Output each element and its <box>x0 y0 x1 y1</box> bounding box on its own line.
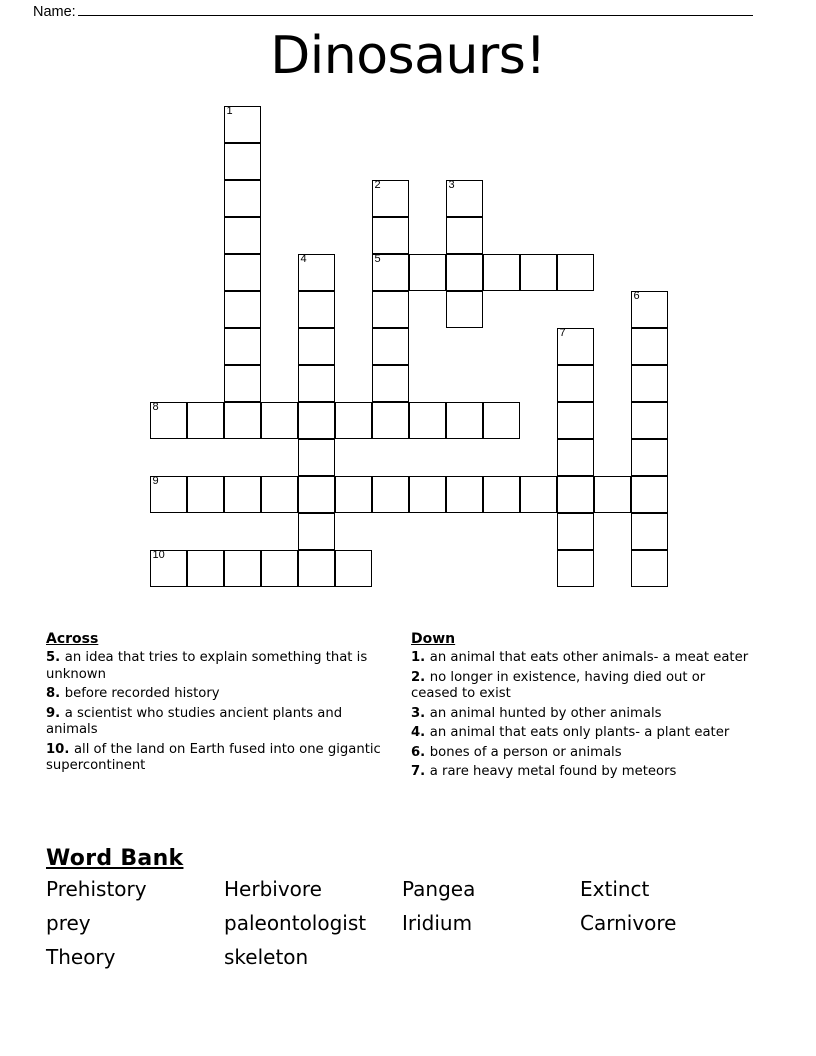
clue-item <box>46 706 386 739</box>
word-bank-word: Theory <box>46 945 116 969</box>
across-clues-column <box>46 628 386 784</box>
crossword-cell[interactable] <box>483 254 520 291</box>
crossword-cell[interactable] <box>372 291 409 328</box>
word-bank-word: Pangea <box>402 877 476 901</box>
crossword-cell[interactable] <box>224 550 261 587</box>
crossword-cell[interactable] <box>557 254 594 291</box>
down-clues-column <box>411 628 751 784</box>
crossword-cell[interactable] <box>372 254 409 291</box>
crossword-cell[interactable] <box>150 550 187 587</box>
name-blank-line[interactable] <box>78 2 753 16</box>
cell-number-1: 1 <box>226 105 233 117</box>
cell-number-4: 4 <box>300 253 307 265</box>
clue-text: before recorded history <box>64 686 220 701</box>
crossword-cell[interactable] <box>187 550 224 587</box>
word-bank-word: Iridium <box>402 911 473 935</box>
crossword-cell[interactable] <box>298 439 335 476</box>
clue-text: an animal that eats other animals- a meat eater <box>429 650 749 665</box>
crossword-cell[interactable] <box>372 328 409 365</box>
name-field-row <box>33 2 753 20</box>
cell-number-6: 6 <box>633 290 640 302</box>
crossword-cell[interactable] <box>150 476 187 513</box>
crossword-cell[interactable] <box>631 291 668 328</box>
crossword-cell[interactable] <box>261 550 298 587</box>
clue-number: 2. <box>411 669 430 685</box>
crossword-cell[interactable] <box>557 402 594 439</box>
crossword-cell[interactable] <box>298 513 335 550</box>
clue-item <box>411 745 751 762</box>
clue-item <box>46 686 386 703</box>
crossword-cell[interactable] <box>224 106 261 143</box>
crossword-cell[interactable] <box>557 550 594 587</box>
clue-item <box>411 725 751 742</box>
cell-number-10: 10 <box>152 549 165 561</box>
crossword-cell[interactable] <box>224 476 261 513</box>
crossword-cell[interactable] <box>409 254 446 291</box>
crossword-cell[interactable] <box>446 402 483 439</box>
cell-number-5: 5 <box>374 253 381 265</box>
crossword-cell[interactable] <box>446 291 483 328</box>
crossword-cell[interactable] <box>372 476 409 513</box>
crossword-cell[interactable] <box>224 365 261 402</box>
word-bank-list <box>46 875 770 972</box>
crossword-cell[interactable] <box>372 365 409 402</box>
across-heading: Across <box>46 631 99 647</box>
crossword-cell[interactable] <box>261 402 298 439</box>
clues-section <box>46 628 770 784</box>
word-bank-heading: Word Bank <box>46 846 184 871</box>
crossword-cell[interactable] <box>631 439 668 476</box>
word-bank-empty <box>580 943 758 972</box>
word-bank-word: prey <box>46 911 91 935</box>
clue-item <box>411 650 751 667</box>
crossword-cell[interactable] <box>224 143 261 180</box>
crossword-cell[interactable] <box>557 328 594 365</box>
crossword-cell[interactable] <box>150 402 187 439</box>
crossword-cell[interactable] <box>446 476 483 513</box>
word-bank-word: paleontologist <box>224 911 367 935</box>
clue-item <box>411 764 751 781</box>
crossword-cell[interactable] <box>520 254 557 291</box>
crossword-cell[interactable] <box>224 254 261 291</box>
word-bank-word: skeleton <box>224 945 309 969</box>
crossword-cell[interactable] <box>261 476 298 513</box>
crossword-cell[interactable] <box>187 402 224 439</box>
clue-number: 9. <box>46 705 65 721</box>
clue-text: a rare heavy metal found by meteors <box>429 764 677 779</box>
crossword-cell[interactable] <box>631 513 668 550</box>
cell-number-7: 7 <box>559 327 566 339</box>
word-bank-word: Herbivore <box>224 877 322 901</box>
clue-text: all of the land on Earth fused into one gigantic supercontinent <box>46 741 381 773</box>
name-label: Name: <box>33 4 76 20</box>
crossword-cell[interactable] <box>372 402 409 439</box>
crossword-cell[interactable] <box>446 254 483 291</box>
page-title: Dinosaurs! <box>270 26 546 86</box>
clue-number: 5. <box>46 650 65 665</box>
clue-text: bones of a person or animals <box>429 744 622 760</box>
crossword-cell[interactable] <box>631 476 668 513</box>
crossword-cell[interactable] <box>520 476 557 513</box>
word-bank-word: Extinct <box>580 877 650 901</box>
clue-item <box>46 650 386 683</box>
clue-number: 4. <box>411 725 430 740</box>
clue-number: 7. <box>411 764 430 779</box>
clue-text: an animal hunted by other animals <box>429 705 662 721</box>
word-bank-word: Carnivore <box>580 911 677 935</box>
crossword-cell[interactable] <box>446 217 483 254</box>
cell-number-8: 8 <box>152 401 159 413</box>
crossword-cell[interactable] <box>298 476 335 513</box>
clue-text: a scientist who studies ancient plants and animals <box>46 705 343 737</box>
clue-number: 6. <box>411 744 430 760</box>
crossword-cell[interactable] <box>298 291 335 328</box>
crossword-cell[interactable] <box>224 291 261 328</box>
crossword-cell[interactable] <box>557 513 594 550</box>
down-heading: Down <box>411 631 456 647</box>
down-clue-list <box>411 650 751 781</box>
crossword-cell[interactable] <box>335 550 372 587</box>
crossword-cell[interactable] <box>298 550 335 587</box>
crossword-cell[interactable] <box>409 402 446 439</box>
clue-item <box>46 742 386 775</box>
crossword-cell[interactable] <box>557 476 594 513</box>
clue-item <box>411 706 751 723</box>
clue-text: an animal that eats only plants- a plant eater <box>429 725 730 740</box>
clue-number: 8. <box>46 686 65 701</box>
clue-number: 1. <box>411 650 430 665</box>
clue-number: 10. <box>46 741 74 757</box>
across-clue-list <box>46 650 386 775</box>
cell-number-2: 2 <box>374 179 381 191</box>
crossword-cell[interactable] <box>298 254 335 291</box>
crossword-cell[interactable] <box>298 328 335 365</box>
crossword-cell[interactable] <box>298 365 335 402</box>
crossword-cell[interactable] <box>224 217 261 254</box>
crossword-cell[interactable] <box>631 365 668 402</box>
crossword-cell[interactable] <box>187 476 224 513</box>
clue-text: no longer in existence, having died out or ceased to exist <box>411 669 706 701</box>
crossword-cell[interactable] <box>446 180 483 217</box>
crossword-cell[interactable] <box>335 476 372 513</box>
crossword-cell[interactable] <box>557 439 594 476</box>
crossword-cell[interactable] <box>409 476 446 513</box>
cell-number-9: 9 <box>152 475 159 487</box>
crossword-grid[interactable] <box>150 106 680 596</box>
crossword-cell[interactable] <box>483 476 520 513</box>
crossword-cell[interactable] <box>224 180 261 217</box>
crossword-cell[interactable] <box>557 365 594 402</box>
cell-number-3: 3 <box>448 179 455 191</box>
crossword-cell[interactable] <box>335 402 372 439</box>
crossword-cell[interactable] <box>631 402 668 439</box>
word-bank-empty <box>402 943 580 972</box>
crossword-cell[interactable] <box>372 180 409 217</box>
word-bank-word: Prehistory <box>46 877 147 901</box>
crossword-cell[interactable] <box>631 328 668 365</box>
crossword-cell[interactable] <box>224 402 261 439</box>
crossword-cell[interactable] <box>483 402 520 439</box>
crossword-cell[interactable] <box>224 328 261 365</box>
clue-number: 3. <box>411 705 430 721</box>
word-bank-section <box>46 846 770 972</box>
clue-text: an idea that tries to explain something that is unknown <box>46 650 368 682</box>
crossword-cell[interactable] <box>594 476 631 513</box>
crossword-cell[interactable] <box>298 402 335 439</box>
crossword-cell[interactable] <box>631 550 668 587</box>
clue-item <box>411 670 751 703</box>
crossword-cell[interactable] <box>372 217 409 254</box>
